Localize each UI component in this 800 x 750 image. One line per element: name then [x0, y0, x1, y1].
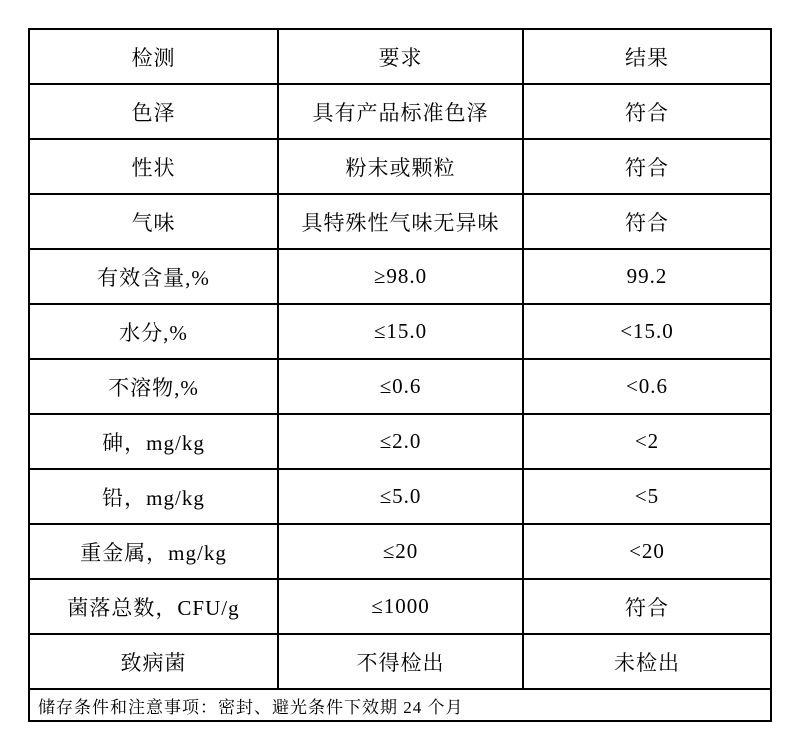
- result-cell: <5: [523, 469, 771, 524]
- table-row: [29, 579, 771, 634]
- result-cell: <15.0: [523, 304, 771, 359]
- table-row: [29, 249, 771, 304]
- table-header-row: [29, 29, 771, 84]
- result-cell: 未检出: [523, 634, 771, 689]
- table-footer-row: [29, 689, 771, 721]
- test-name-cell: 菌落总数，CFU/g: [29, 579, 278, 634]
- storage-note-cell: 储存条件和注意事项：密封、避光条件下效期 24 个月: [29, 689, 771, 721]
- result-cell: <0.6: [523, 359, 771, 414]
- test-name-cell: 色泽: [29, 84, 278, 139]
- test-name-cell: 性状: [29, 139, 278, 194]
- table-row: [29, 524, 771, 579]
- requirement-cell: ≤5.0: [278, 469, 523, 524]
- header-cell-test: 检测: [29, 29, 278, 84]
- result-cell: 符合: [523, 194, 771, 249]
- test-name-cell: 水分,%: [29, 304, 278, 359]
- requirement-cell: ≥98.0: [278, 249, 523, 304]
- result-cell: <2: [523, 414, 771, 469]
- requirement-cell: ≤2.0: [278, 414, 523, 469]
- test-name-cell: 砷，mg/kg: [29, 414, 278, 469]
- result-cell: 符合: [523, 579, 771, 634]
- result-cell: 符合: [523, 84, 771, 139]
- table-row: [29, 634, 771, 689]
- requirement-cell: ≤1000: [278, 579, 523, 634]
- test-name-cell: 不溶物,%: [29, 359, 278, 414]
- test-name-cell: 气味: [29, 194, 278, 249]
- header-cell-result: 结果: [523, 29, 771, 84]
- result-cell: <20: [523, 524, 771, 579]
- requirement-cell: ≤15.0: [278, 304, 523, 359]
- table-row: [29, 359, 771, 414]
- table-row: [29, 194, 771, 249]
- requirement-cell: ≤20: [278, 524, 523, 579]
- table-row: [29, 139, 771, 194]
- result-cell: 99.2: [523, 249, 771, 304]
- requirement-cell: ≤0.6: [278, 359, 523, 414]
- requirement-cell: 不得检出: [278, 634, 523, 689]
- table-row: [29, 469, 771, 524]
- requirement-cell: 具有产品标准色泽: [278, 84, 523, 139]
- table-row: [29, 414, 771, 469]
- test-name-cell: 铅，mg/kg: [29, 469, 278, 524]
- test-name-cell: 有效含量,%: [29, 249, 278, 304]
- table-row: [29, 84, 771, 139]
- table-row: [29, 304, 771, 359]
- document-page: [28, 28, 772, 722]
- test-name-cell: 重金属，mg/kg: [29, 524, 278, 579]
- test-name-cell: 致病菌: [29, 634, 278, 689]
- inspection-spec-table: [28, 28, 772, 722]
- header-cell-requirement: 要求: [278, 29, 523, 84]
- requirement-cell: 具特殊性气味无异味: [278, 194, 523, 249]
- requirement-cell: 粉末或颗粒: [278, 139, 523, 194]
- result-cell: 符合: [523, 139, 771, 194]
